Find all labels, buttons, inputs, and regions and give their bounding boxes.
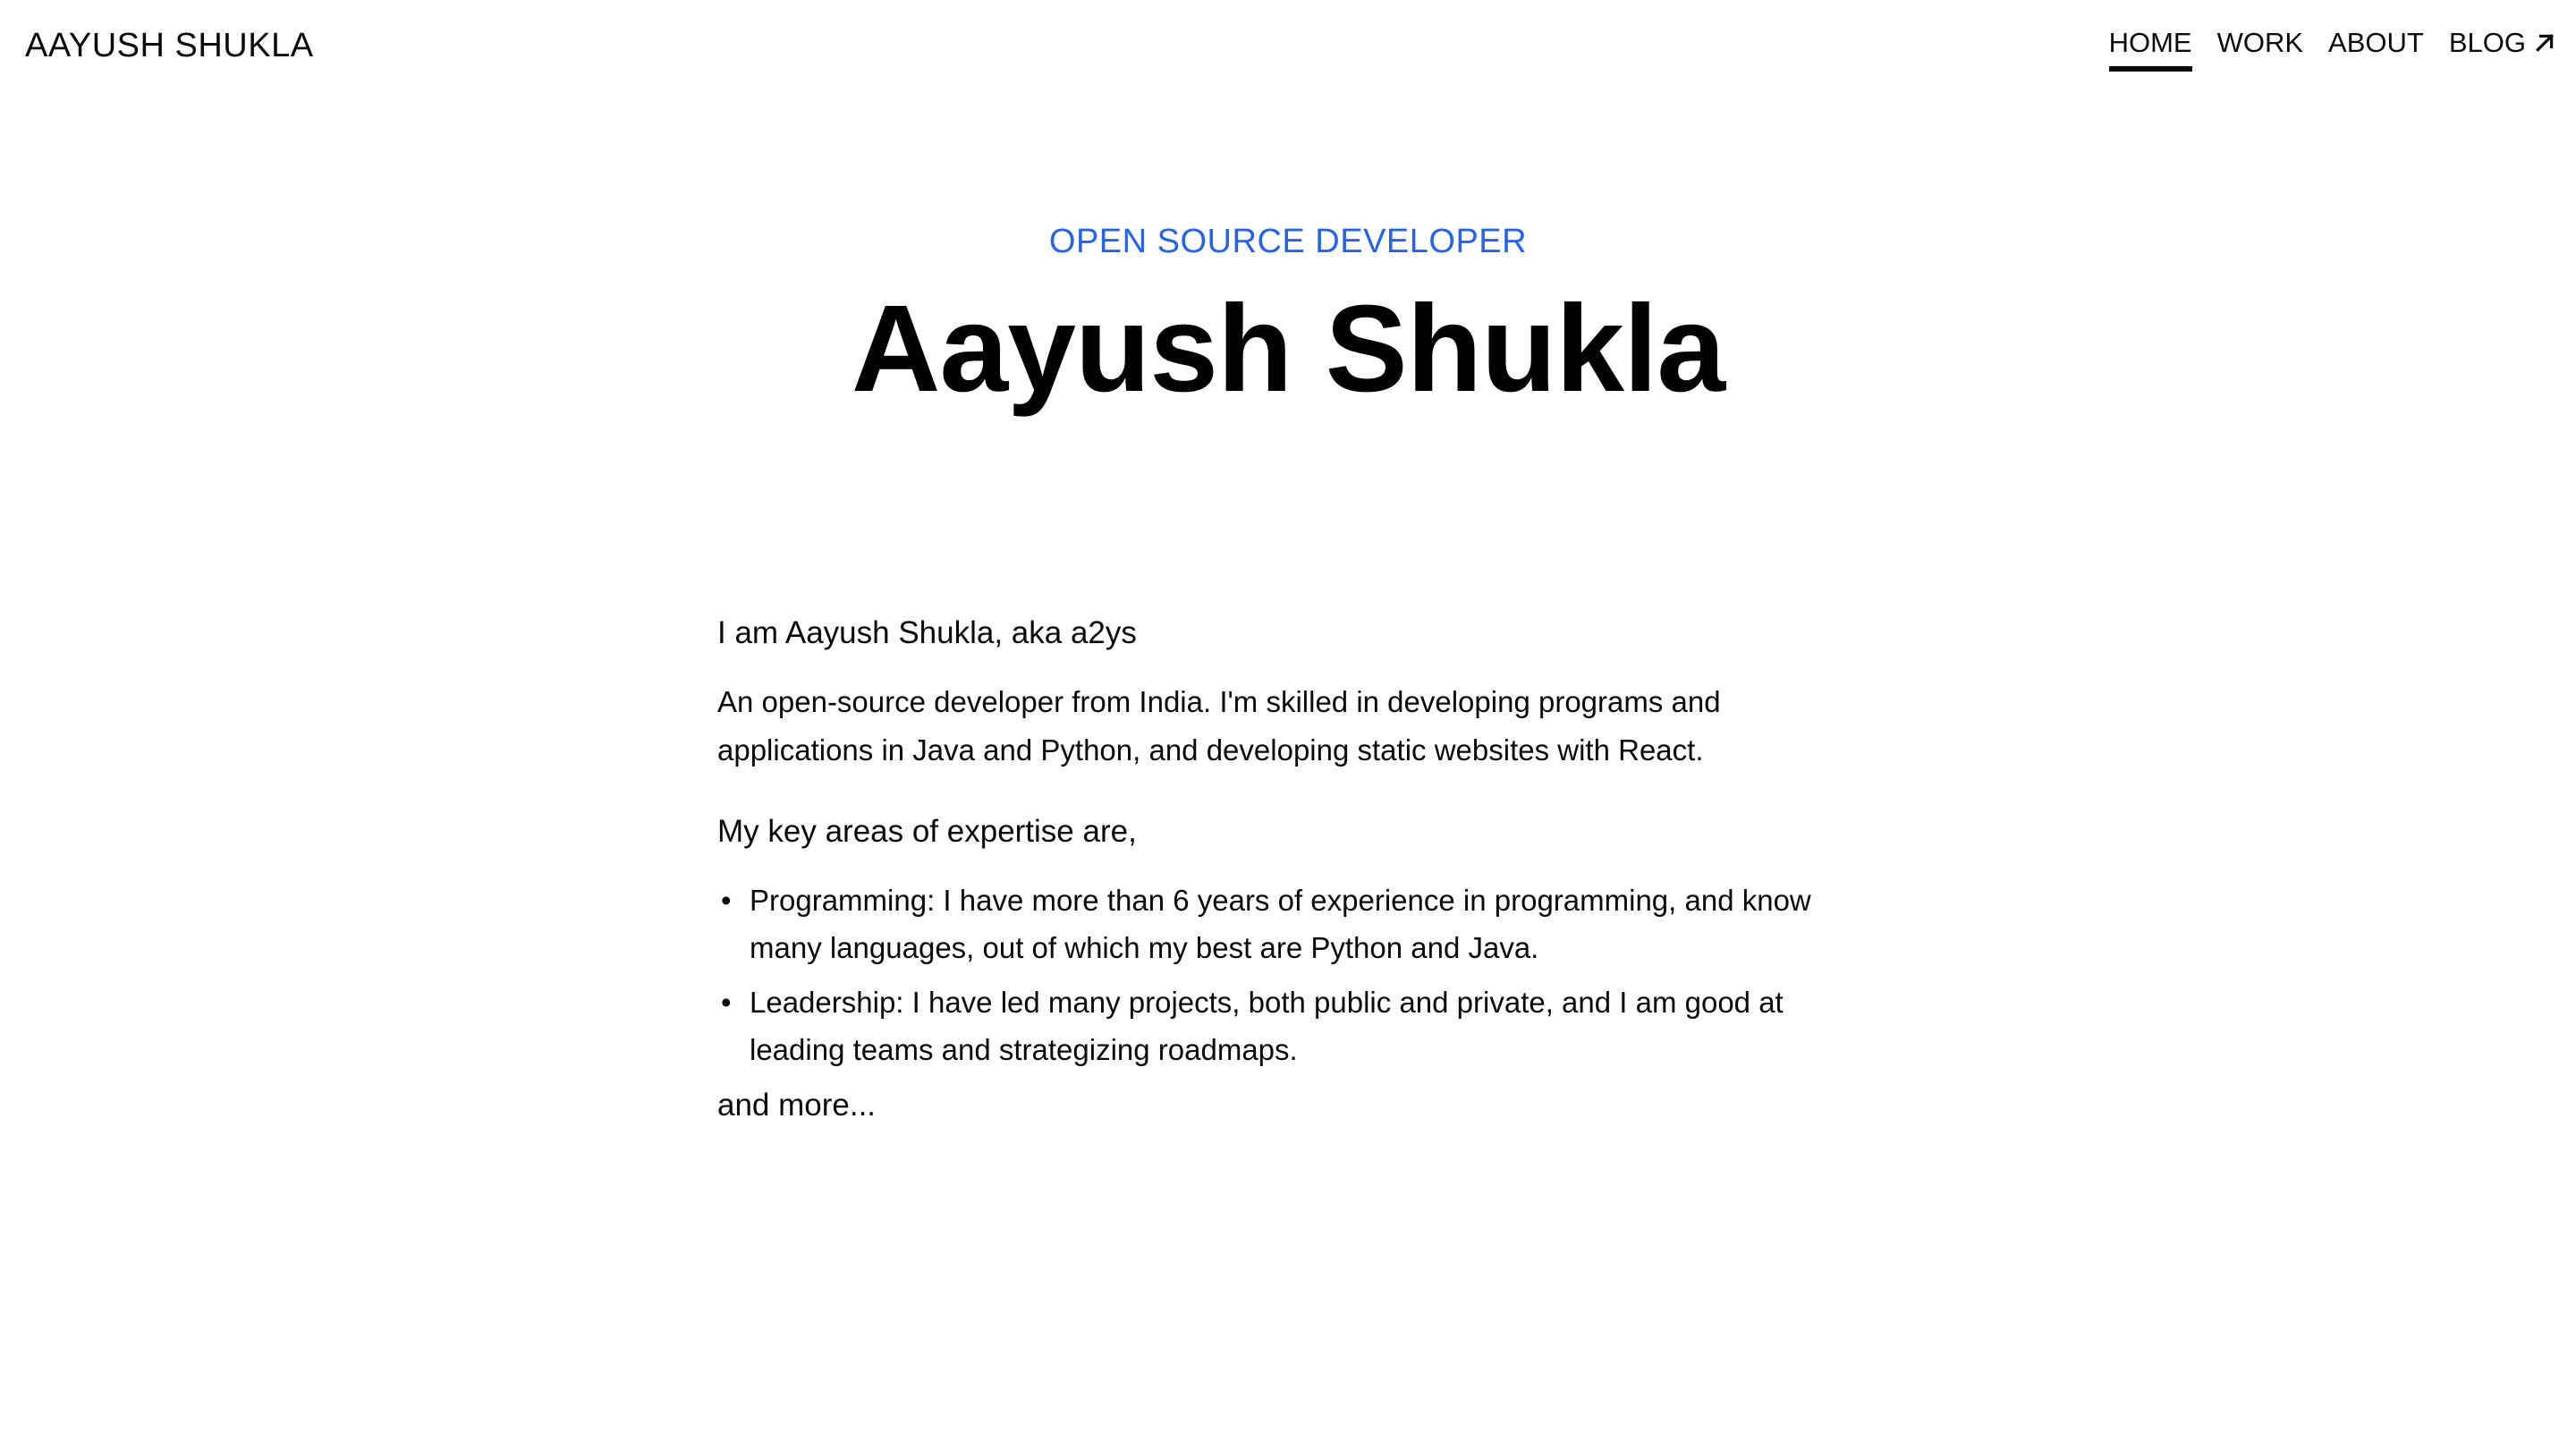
nav-work-link[interactable] — [2217, 23, 2303, 72]
about-content — [717, 608, 1880, 1131]
and-more-text: and more... — [717, 1088, 877, 1123]
hero-title: Aayush Shukla — [851, 280, 1725, 418]
hero-eyebrow: OPEN SOURCE DEVELOPER — [1048, 223, 1528, 260]
nav-about-link[interactable] — [2328, 23, 2424, 72]
brand-logo-link[interactable]: AAYUSH SHUKLA — [25, 27, 314, 64]
expertise-item-text: Programming: I have more than 6 years of experience in programming, and know many languages, out of which my best are Python and Java. — [750, 884, 1811, 964]
nav-blog-label: BLOG — [2448, 27, 2526, 58]
nav-work-label: WORK — [2216, 27, 2304, 58]
nav-blog-link[interactable] — [2449, 23, 2556, 72]
list-item — [717, 877, 1880, 971]
expertise-item-text: Leadership: I have led many projects, both public and private, and I am good at leading teams and strategizing roadmaps. — [750, 986, 1784, 1066]
nav-home-label: HOME — [2108, 27, 2192, 58]
list-item — [717, 979, 1880, 1073]
intro-text: I am Aayush Shukla, aka a2ys — [717, 615, 1137, 650]
bullet: • — [721, 884, 732, 917]
hero-section — [0, 215, 2576, 422]
nav-home-link[interactable] — [2109, 23, 2192, 72]
expertise-heading: My key areas of expertise are, — [717, 814, 1137, 849]
bio-text: An open-source developer from India. I'm skilled in developing programs and applications in Java and Python, and developing static websites with React. — [717, 685, 1721, 767]
site-header — [0, 0, 2576, 98]
expertise-list — [717, 877, 1880, 1073]
nav-about-label: ABOUT — [2328, 27, 2424, 58]
main-nav — [2109, 23, 2556, 72]
external-link-arrow-icon — [2533, 31, 2556, 55]
bullet: • — [721, 986, 732, 1019]
